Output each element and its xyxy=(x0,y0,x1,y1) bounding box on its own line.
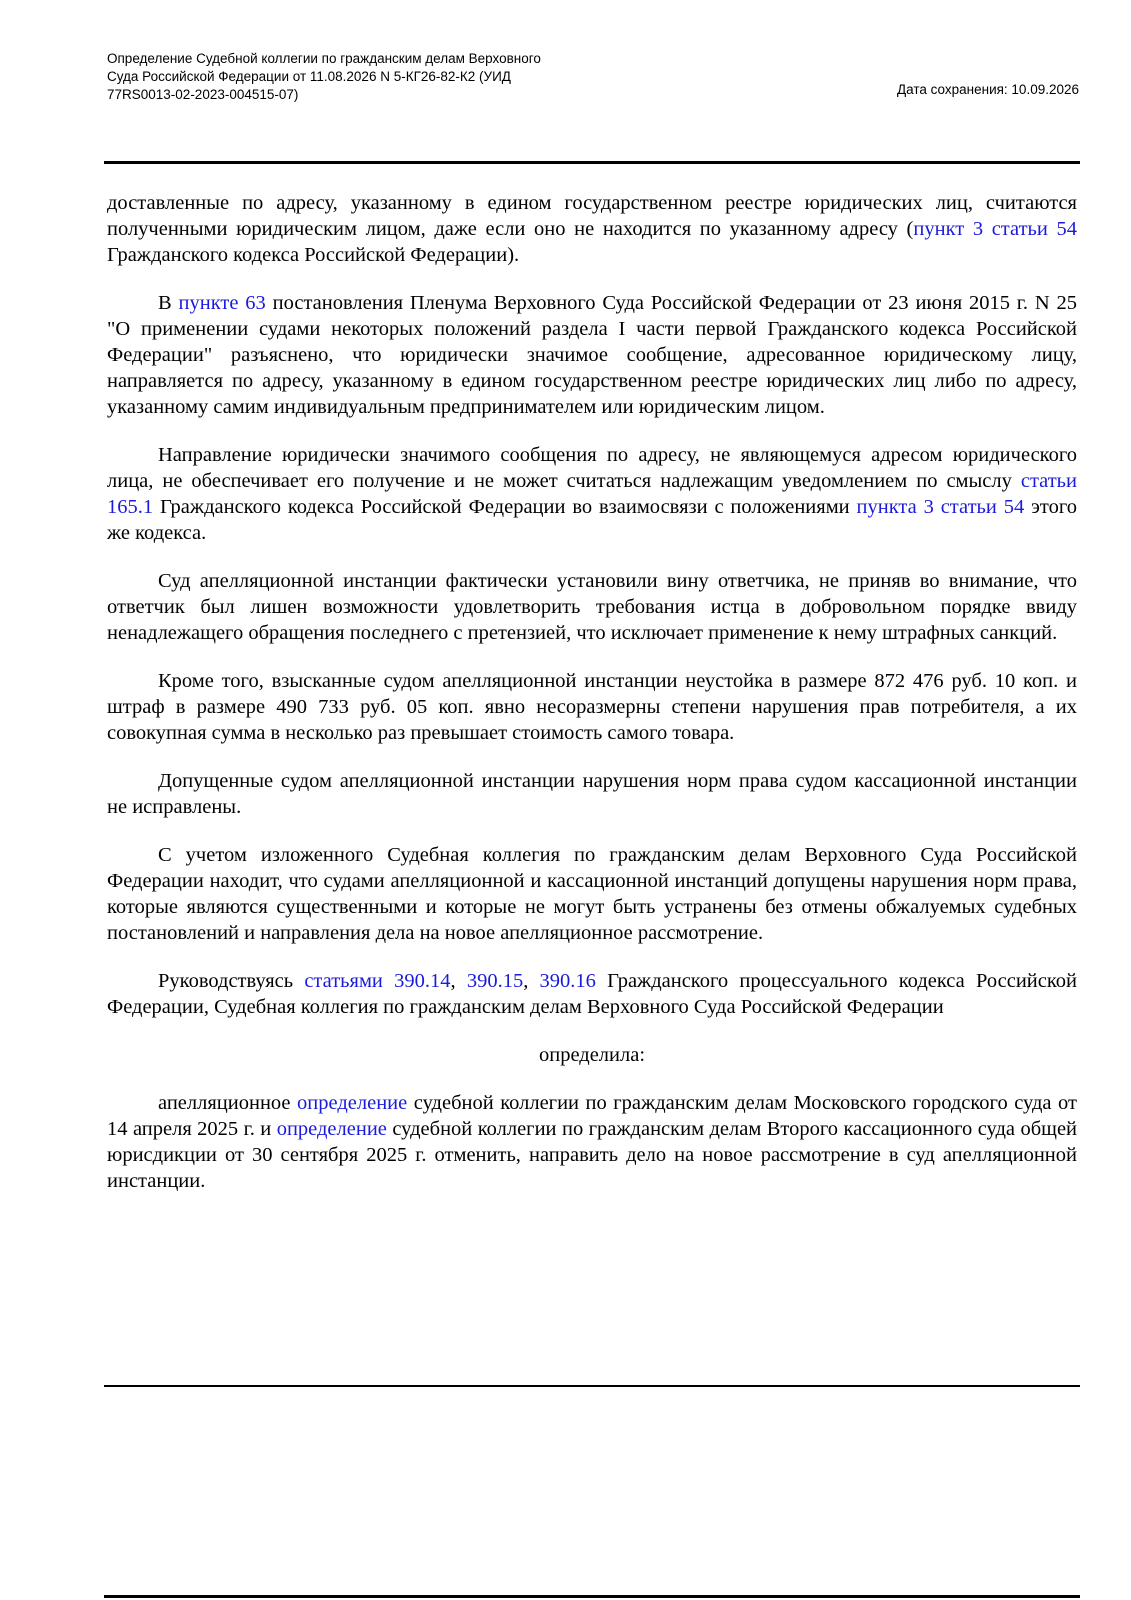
ruling-heading: определила: xyxy=(538,1044,646,1066)
paragraph-text: Направление юридически значимого сообщения по адресу, не являющемуся адресом юридического лица, не обеспечивает его получение и не может считаться надлежащим уведомлением по смыслу xyxy=(107,444,1077,492)
link-390-15[interactable]: 390.15 xyxy=(466,970,524,992)
paragraph-text: Руководствуясь xyxy=(158,970,305,992)
header-divider xyxy=(104,161,1080,164)
document-header xyxy=(107,50,1079,114)
document-title-line: Определение Судебной коллегии по гражданским делам Верховного xyxy=(107,51,541,66)
document-title-line: Суда Российской Федерации от 11.08.2026 N 5-КГ26-82-К2 (УИД xyxy=(107,69,511,84)
paragraph-text: доставленные по адресу, указанному в едином государственном реестре юридических лиц, считаются полученными юридическим лицом, даже если оно не находится по указанному адресу ( xyxy=(107,192,1077,240)
paragraph-1 xyxy=(107,190,1077,268)
link-stati-165-1[interactable]: статьи 165.1 xyxy=(107,470,1077,518)
paragraph-text: Гражданского кодекса Российской Федерации). xyxy=(107,244,520,266)
separator: , xyxy=(450,970,467,992)
paragraph-10 xyxy=(107,1090,1077,1194)
paragraph-text: судебной коллегии по гражданским делам Второго кассационного суда общей юрисдикции от 30 сентября 2025 г. отменить, направить дело на новое рассмотрение в суд апелляционной инстанции. xyxy=(107,1118,1078,1192)
document-body xyxy=(107,190,1077,1216)
paragraph-8 xyxy=(107,968,1077,1020)
document-title-line: 77RS0013-02-2023-004515-07) xyxy=(107,87,299,102)
paragraph-3 xyxy=(107,442,1077,546)
paragraph-text: судебной коллегии по гражданским делам Московского городского суда от 14 апреля 2025 г. и xyxy=(107,1092,1077,1140)
link-opredelenie-2[interactable]: определение xyxy=(276,1118,387,1140)
paragraph-6: Допущенные судом апелляционной инстанции нарушения норм права судом кассационной инстанции не исправлены. xyxy=(107,770,1077,818)
content-end-divider xyxy=(104,1385,1080,1387)
paragraph-4: Суд апелляционной инстанции фактически установили вину ответчика, не приняв во внимание, что ответчик был лишен возможности удовлетворить требования истца в добровольном порядке ввиду ненадлежащего обращения последнего с претензией, что исключает применение к нему штрафных санкций. xyxy=(107,570,1077,644)
link-punkte-63[interactable]: пункте 63 xyxy=(178,292,266,314)
paragraph-text: этого же кодекса. xyxy=(107,496,1077,544)
paragraph-text: апелляционное xyxy=(158,1092,298,1114)
link-390-16[interactable]: 390.16 xyxy=(539,970,596,992)
paragraph-text: Гражданского процессуального кодекса Российской Федерации, Судебная коллегия по гражданским делам Верховного Суда Российской Федерации xyxy=(107,970,1077,1018)
save-date: Дата сохранения: 10.09.2026 xyxy=(896,82,1079,97)
paragraph-text: В xyxy=(158,292,179,314)
paragraph-2 xyxy=(107,290,1077,420)
document-title xyxy=(107,50,627,104)
link-punkta-3-stati-54[interactable]: пункта 3 статьи 54 xyxy=(856,496,1025,518)
paragraph-5: Кроме того, взысканные судом апелляционной инстанции неустойка в размере 872 476 руб. 10 коп. и штраф в размере 490 733 руб. 05 коп. явно несоразмерны степени нарушения прав потребителя, а их совокупная сумма в несколько раз превышает стоимость самого товара. xyxy=(107,670,1077,744)
separator: , xyxy=(523,970,540,992)
paragraph-text: постановления Пленума Верховного Суда Российской Федерации от 23 июня 2015 г. N 25 "О применении судами некоторых положений раздела I части первой Гражданского кодекса Российской Федерации" разъяснено, что юридически значимое сообщение, адресованное юридическому лицу, направляется по адресу, указанному в едином государственном реестре юридических лиц либо по адресу, указанному самим индивидуальным предпринимателем или юридическим лицом. xyxy=(107,292,1077,418)
page-footer-divider xyxy=(104,1595,1080,1598)
link-punkt-3-stati-54[interactable]: пункт 3 статьи 54 xyxy=(913,218,1077,240)
link-opredelenie-1[interactable]: определение xyxy=(297,1092,408,1114)
link-stati-390-14[interactable]: статьями 390.14 xyxy=(304,970,451,992)
paragraph-text: Гражданского кодекса Российской Федерации во взаимосвязи с положениями xyxy=(153,496,857,518)
paragraph-7: С учетом изложенного Судебная коллегия по гражданским делам Верховного Суда Российской Федерации находит, что судами апелляционной и кассационной инстанций допущены нарушения норм права, которые являются существенными и которые не могут быть устранены без отмены обжалуемых судебных постановлений и направления дела на новое апелляционное рассмотрение. xyxy=(107,844,1077,944)
